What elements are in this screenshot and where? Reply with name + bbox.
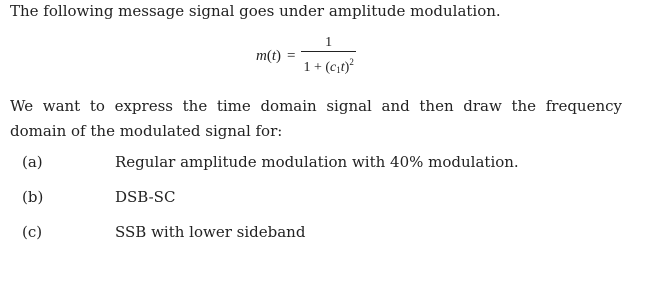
item-label: (a): [22, 153, 43, 171]
item-label: (c): [22, 223, 43, 241]
list-item: [0, 222, 656, 242]
intro-sentence: The following message signal goes under amplitude modulation.: [10, 2, 501, 20]
fraction-denominator: $1 + (c_1t)^2$: [301, 51, 355, 79]
equation-lhs: m(t): [256, 47, 282, 64]
item-text: DSB-SC: [115, 188, 176, 206]
item-label: (b): [22, 188, 44, 206]
list-item: [0, 187, 656, 207]
fraction: [301, 34, 355, 79]
list-item: [0, 152, 656, 172]
problem-statement: We want to express the time domain signal and then draw the frequency domain of the modulated signal for:: [10, 97, 622, 140]
fraction-numerator: 1: [325, 34, 333, 50]
item-text: Regular amplitude modulation with 40% modulation.: [115, 153, 519, 171]
item-text: SSB with lower sideband: [115, 223, 306, 241]
message-signal-equation: [256, 36, 356, 76]
equals-sign: =: [287, 47, 296, 64]
